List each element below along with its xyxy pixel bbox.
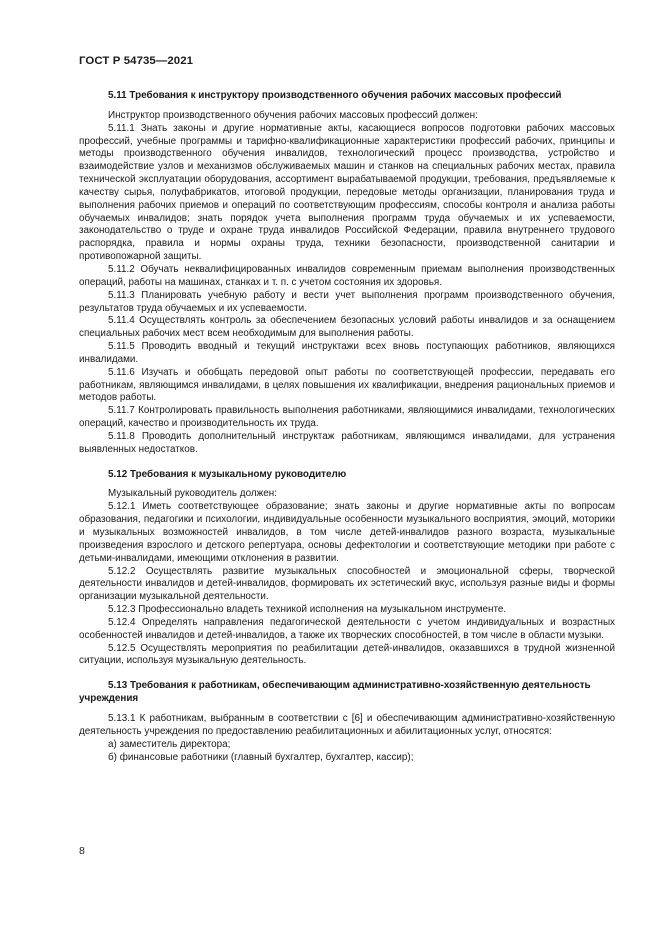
paragraph: 5.11.2 Обучать неквалифицированных инвалидов современным приемам выполнения производственных операций, работы на машинах, станках и т. п. с учетом состояния их здоровья. bbox=[79, 263, 615, 288]
section-heading: 5.13 Требования к работникам, обеспечивающим административно-хозяйственную деятельность учреждения bbox=[79, 680, 591, 705]
paragraph: 5.12.4 Определять направления педагогической деятельности с учетом индивидуальных и возрастных особенностей инвалидов и детей-инвалидов, а также их творческих способностей, в том числе в области музыки. bbox=[79, 616, 615, 641]
document-body bbox=[79, 90, 615, 764]
section-heading: 5.12 Требования к музыкальному руководителю bbox=[108, 468, 347, 480]
list-item: б) финансовые работники (главный бухгалтер, бухгалтер, кассир); bbox=[108, 751, 414, 763]
page-number: 8 bbox=[79, 845, 85, 857]
list-item: а) заместитель директора; bbox=[108, 738, 231, 750]
paragraph: 5.12.5 Осуществлять мероприятия по реабилитации детей-инвалидов, оказавшихся в трудной жизненной ситуации, используя музыкальную деятельность. bbox=[79, 642, 615, 667]
paragraph: Музыкальный руководитель должен: bbox=[108, 488, 277, 500]
paragraph: 5.12.2 Осуществлять развитие музыкальных способностей и эмоциональной сферы, творческой деятельности инвалидов и детей-инвалидов, формировать их эстетический вкус, используя разные виды и формы организации музыкальной деятельности. bbox=[79, 565, 615, 603]
paragraph: 5.11.6 Изучать и обобщать передовой опыт работы по соответствующей профессии, передавать его работникам, являющимся инвалидами, в целях повышения их квалификации, внедрения рациональных приемов и методов работы. bbox=[79, 366, 615, 404]
paragraph: 5.12.3 Профессионально владеть техникой исполнения на музыкальном инструменте. bbox=[108, 604, 507, 616]
paragraph: 5.11.5 Проводить вводный и текущий инструктажи всех вновь поступающих работников, являющихся инвалидами. bbox=[79, 341, 615, 365]
standard-header: ГОСТ Р 54735—2021 bbox=[79, 55, 194, 67]
paragraph: 5.11.7 Контролировать правильность выполнения работниками, являющимися инвалидами, технологических операций, качество и производительность их труда. bbox=[79, 405, 615, 430]
paragraph: Инструктор производственного обучения рабочих массовых профессий должен: bbox=[108, 109, 478, 121]
paragraph: 5.11.3 Планировать учебную работу и вести учет выполнения программ производственного обучения, результатов труда обучаемых и их успеваемости. bbox=[79, 289, 615, 314]
section-heading: 5.11 Требования к инструктору производственного обучения рабочих массовых профессий bbox=[108, 90, 562, 101]
paragraph: 5.11.4 Осуществлять контроль за обеспечением безопасных условий работы инвалидов и за оснащением специальных рабочих мест всем необходимым для выполнения работы. bbox=[79, 315, 615, 340]
paragraph: 5.11.8 Проводить дополнительный инструктаж работникам, являющимся инвалидами, для устранения выявленных недостатков. bbox=[79, 430, 615, 455]
paragraph: 5.11.1 Знать законы и другие нормативные акты, касающиеся вопросов подготовки рабочих массовых профессий, учебные программы и тарифно-квалификационные характеристики профессий рабочих, принципы и методы производственного обучения инвалидов, технологический процесс производства, устройство и взаимодействие узлов и механизмов обслуживаемых машин и станков на специальных рабочих местах, правила технической эксплуатации оборудования, ассортимент вырабатываемой продукции, требования, предъявляемые к качеству сырья, полуфабрикатов, итоговой продукции, передовые методы организации, планирования труда и выполнения рабочих приемов и операций по соответствующим профессиям, способы контроля и анализа работы обучаемых инвалидов; знать порядок учета выполнения программ труда обучаемых и их успеваемости, законодательство о труде и охране труда инвалидов Российской Федерации, правила внутреннего трудового распорядка, правила и нормы охраны труда, техники безопасности, производственной санитарии и противопожарной защиты. bbox=[79, 122, 615, 263]
paragraph: 5.12.1 Иметь соответствующее образование; знать законы и другие нормативные акты по вопросам образования, педагогики и психологии, индивидуальные особенности музыкального восприятия, эмоций, моторики и музыкальных возможностей инвалидов, в том числе детей-инвалидов разного возраста, музыкальные произведения взрослого и детского репертуара, основы дефектологии и соответствующие методики при работе с детьми-инвалидами, имеющими отклонения в развитии. bbox=[79, 501, 615, 564]
paragraph: 5.13.1 К работникам, выбранным в соответствии с [6] и обеспечивающим административно-хозяйственную деятельность учреждения по предоставлению реабилитационных и абилитационных услуг, относятся: bbox=[79, 712, 615, 737]
